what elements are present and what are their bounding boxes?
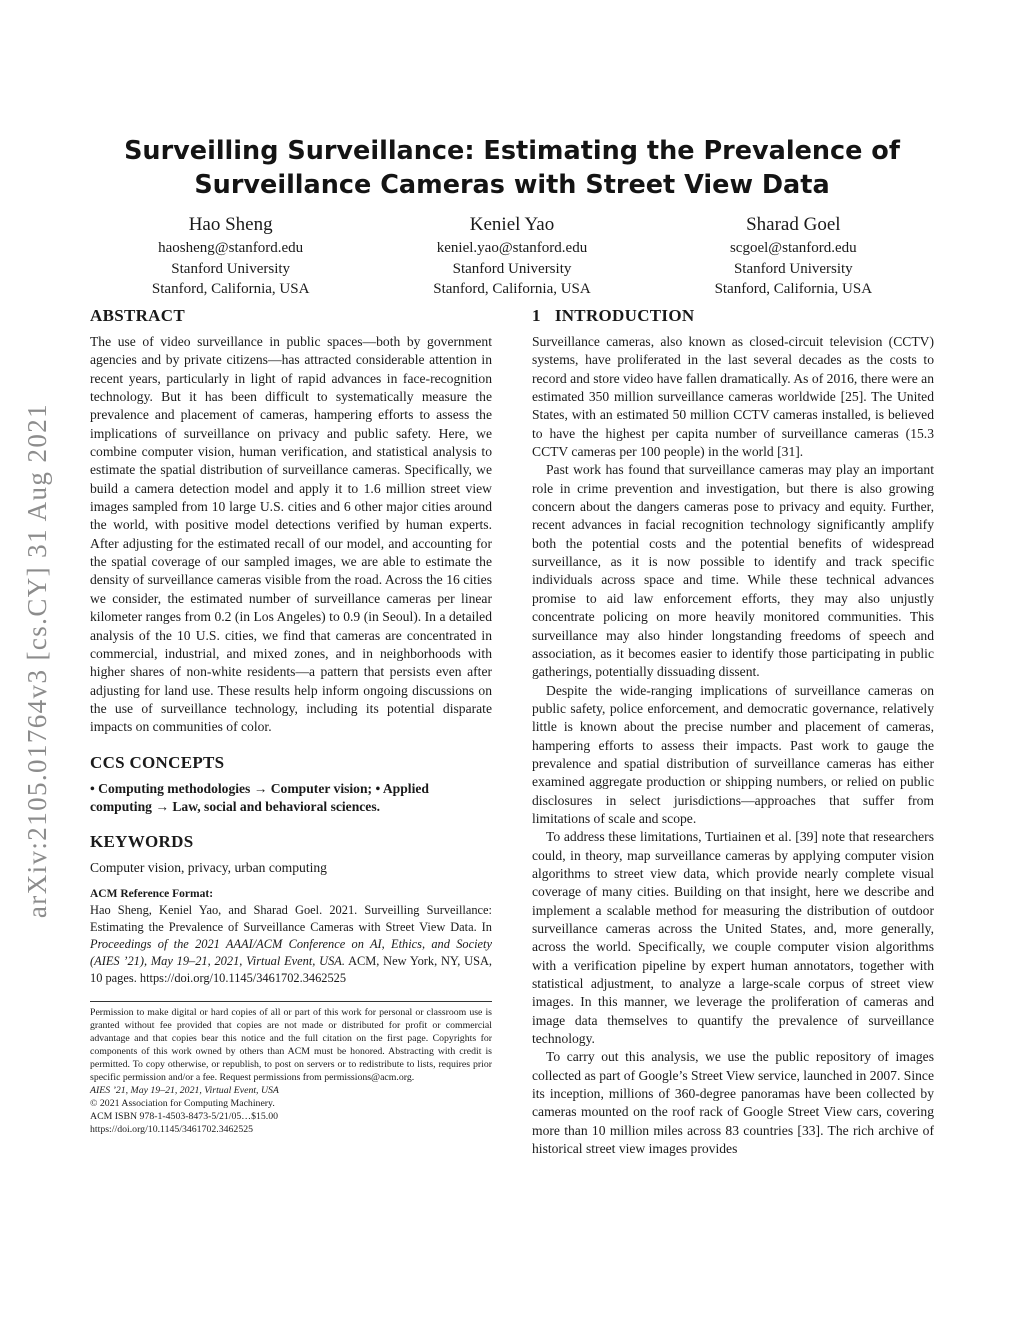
author-location: Stanford, California, USA [433, 281, 591, 297]
author-affiliation: Stanford University [733, 260, 853, 277]
arxiv-stamp-text: arXiv:2105.01764v3 [cs.CY] 31 Aug 2021 [22, 402, 53, 918]
author-3 [653, 212, 934, 300]
author-email: haosheng@stanford.edu [158, 240, 304, 256]
abstract-text: The use of video surveillance in public spaces—both by government agencies and by private citizens—has attracted considerable attention in recent years, particularly in light of rapid advances in face-recognition technology. But it has been difficult to systematically measure the prevalence and placement of cameras, hampering efforts to assess the implications of surveillance on privacy and public safety. Here, we combine computer vision, human verification, and statistical analysis to estimate the spatial distribution of surveillance cameras. Specifically, we build a camera detection model and apply it to 1.6 million street view images sampled from 10 large U.S. cities and 6 other major cities around the world, with positive model detections verified by human experts. After adjusting for the estimated recall of our model, and accounting for the spatial coverage of our sampled images, we are able to estimate the density of surveillance cameras visible from the road. Across the 16 cities we consider, the estimated number of surveillance cameras per linear kilometer ranges from 0.2 (in Los Angeles) to 0.9 (in Seoul). In a detailed analysis of the 10 U.S. cities, we find that cameras are concentrated in commercial, industrial, and mixed zones, and in neighborhoods with higher shares of non-white residents—a pattern that persists even after adjusting for land use. These results help inform ongoing discussions on the use of surveillance technology, including its potential disparate impacts on communities of color. [90, 334, 492, 735]
keywords-text: Computer vision, privacy, urban computing [90, 860, 327, 876]
section-title: INTRODUCTION [554, 306, 695, 325]
intro-paragraph: Past work has found that surveillance cameras may play an important role in crime prevention and investigation, but there is also growing concern about the dangers cameras pose to privacy and equity. Further, recent advances in facial recognition technology significantly amplify both the potential costs and the potential benefits of widespread surveillance, as it is now possible to identify and track specific individuals across space and time. While these technical advances promise to aid law enforcement efforts, they may also unjustly concentrate policing on more heavily monitored communities. This surveillance may also hinder longstanding freedoms of speech and association, as it becomes easier to identify those participating in public gatherings, potentially dissuading dissent. [532, 462, 934, 680]
conference-line: AIES ’21, May 19–21, 2021, Virtual Event, USA [90, 1084, 279, 1096]
author-affiliation: Stanford University [171, 260, 291, 277]
introduction-heading [532, 306, 934, 326]
intro-paragraph: Despite the wide-ranging implications of surveillance cameras on public safety, police enforcement, and democratic governance, relatively little is known about the precise number and placement of cameras, hampering efforts to assess their impacts. Past work to gauge the prevalence and spatial distribution of surveillance cameras has either examined aggregate production or shipping numbers, or relied on public disclosures in select jurisdictions—approaches that suffer from limitations of scale and scope. [532, 682, 934, 826]
author-block [90, 212, 934, 300]
author-email: keniel.yao@stanford.edu [436, 240, 588, 256]
permission-notice: Permission to make digital or hard copies of all or part of this work for personal or classroom use is granted without fee provided that copies are not made or distributed for profit or commercial advantage and that copies bear this notice and the full citation on the first page. Copyrights for components of this work owned by others than ACM must be honored. Abstracting with credit is permitted. To copy otherwise, or republish, to post on servers or to redistribute to lists, requires prior specific permission and/or a fee. Request permissions from permissions@acm.org. [90, 1007, 492, 1083]
acm-reference-heading: ACM Reference Format: [90, 887, 214, 900]
acm-reference-post: ACM, New York, NY, USA, 10 pages. https://doi.org/10.1145/3461702.3462525 [90, 953, 493, 985]
title-line-2: Surveillance Cameras with Street View Data [194, 170, 830, 200]
author-1 [90, 212, 371, 300]
author-name: Sharad Goel [746, 214, 841, 235]
author-email: scgoel@stanford.edu [729, 240, 857, 256]
title-line-1: Surveilling Surveillance: Estimating the Prevalence of [124, 136, 900, 166]
doi-link[interactable]: https://doi.org/10.1145/3461702.3462525 [90, 1123, 254, 1135]
author-name: Keniel Yao [469, 214, 555, 235]
right-column [532, 306, 934, 1158]
copyright-line: © 2021 Association for Computing Machinery. [90, 1097, 275, 1109]
author-location: Stanford, California, USA [151, 281, 310, 297]
left-column [90, 306, 492, 1137]
author-affiliation: Stanford University [452, 260, 572, 277]
intro-paragraph: Surveillance cameras, also known as closed-circuit television (CCTV) systems, have proliferated in the last several decades as the costs to record and store video have fallen dramatically. As of 2016, there were an estimated 350 million surveillance cameras worldwide [25]. The United States, with an estimated 50 million CCTV cameras installed, is believed to have the highest per capita number of surveillance cameras (15.3 CCTV cameras per 100 people) in the world [31]. [532, 334, 934, 460]
abstract-heading: ABSTRACT [90, 306, 185, 325]
ccs-concepts-text: • Computing methodologies → Computer vision; • Applied computing → Law, social and behavioral sciences. [90, 780, 429, 814]
keywords-heading: KEYWORDS [90, 832, 194, 852]
author-name: Hao Sheng [188, 214, 273, 235]
arxiv-stamp [8, 350, 68, 970]
acm-reference-venue: Proceedings of the 2021 AAAI/ACM Conference on AI, Ethics, and Society (AIES ’21), May 19–21, 2021, Virtual Event, USA. [90, 936, 492, 968]
author-2 [371, 212, 652, 300]
intro-paragraph: To address these limitations, Turtiainen et al. [39] note that researchers could, in theory, map surveillance cameras by applying computer vision algorithms to street view data, which provide nearly complete visual coverage of many cities. Building on that insight, here we describe and implement a scalable method for measuring the distribution of outdoor surveillance cameras across the United States, and, more generally, across the world. Specifically, we couple computer vision algorithms with a verification pipeline by expert human annotators, together with statistical adjustment, to analyze a large-scale corpus of street view images. In this manner, we leverage the proliferation of cameras and image data themselves to quantify the prevalence of surveillance technology. [532, 829, 934, 1047]
intro-paragraph: To carry out this analysis, we use the public repository of images collected as part of Google’s Street View service, launched in 2007. Since its inception, millions of 360-degree panoramas have been collected by cameras mounted on the roof rack of Google Street View cars, covering more than 10 million miles across 83 countries [33]. The rich archive of historical street view images provides [532, 1049, 934, 1157]
acm-reference-text [90, 902, 492, 987]
paper-title [90, 134, 934, 202]
ccs-heading: CCS CONCEPTS [90, 752, 225, 772]
author-location: Stanford, California, USA [714, 281, 873, 297]
footnote-divider [90, 1001, 492, 1002]
section-number: 1 [532, 306, 541, 325]
isbn-line: ACM ISBN 978-1-4503-8473-5/21/05…$15.00 [90, 1110, 279, 1122]
acm-reference-pre: Hao Sheng, Keniel Yao, and Sharad Goel. 2021. Surveilling Surveillance: Estimating the Prevalence of Surveillance Cameras with Street View Data. In [90, 902, 492, 934]
